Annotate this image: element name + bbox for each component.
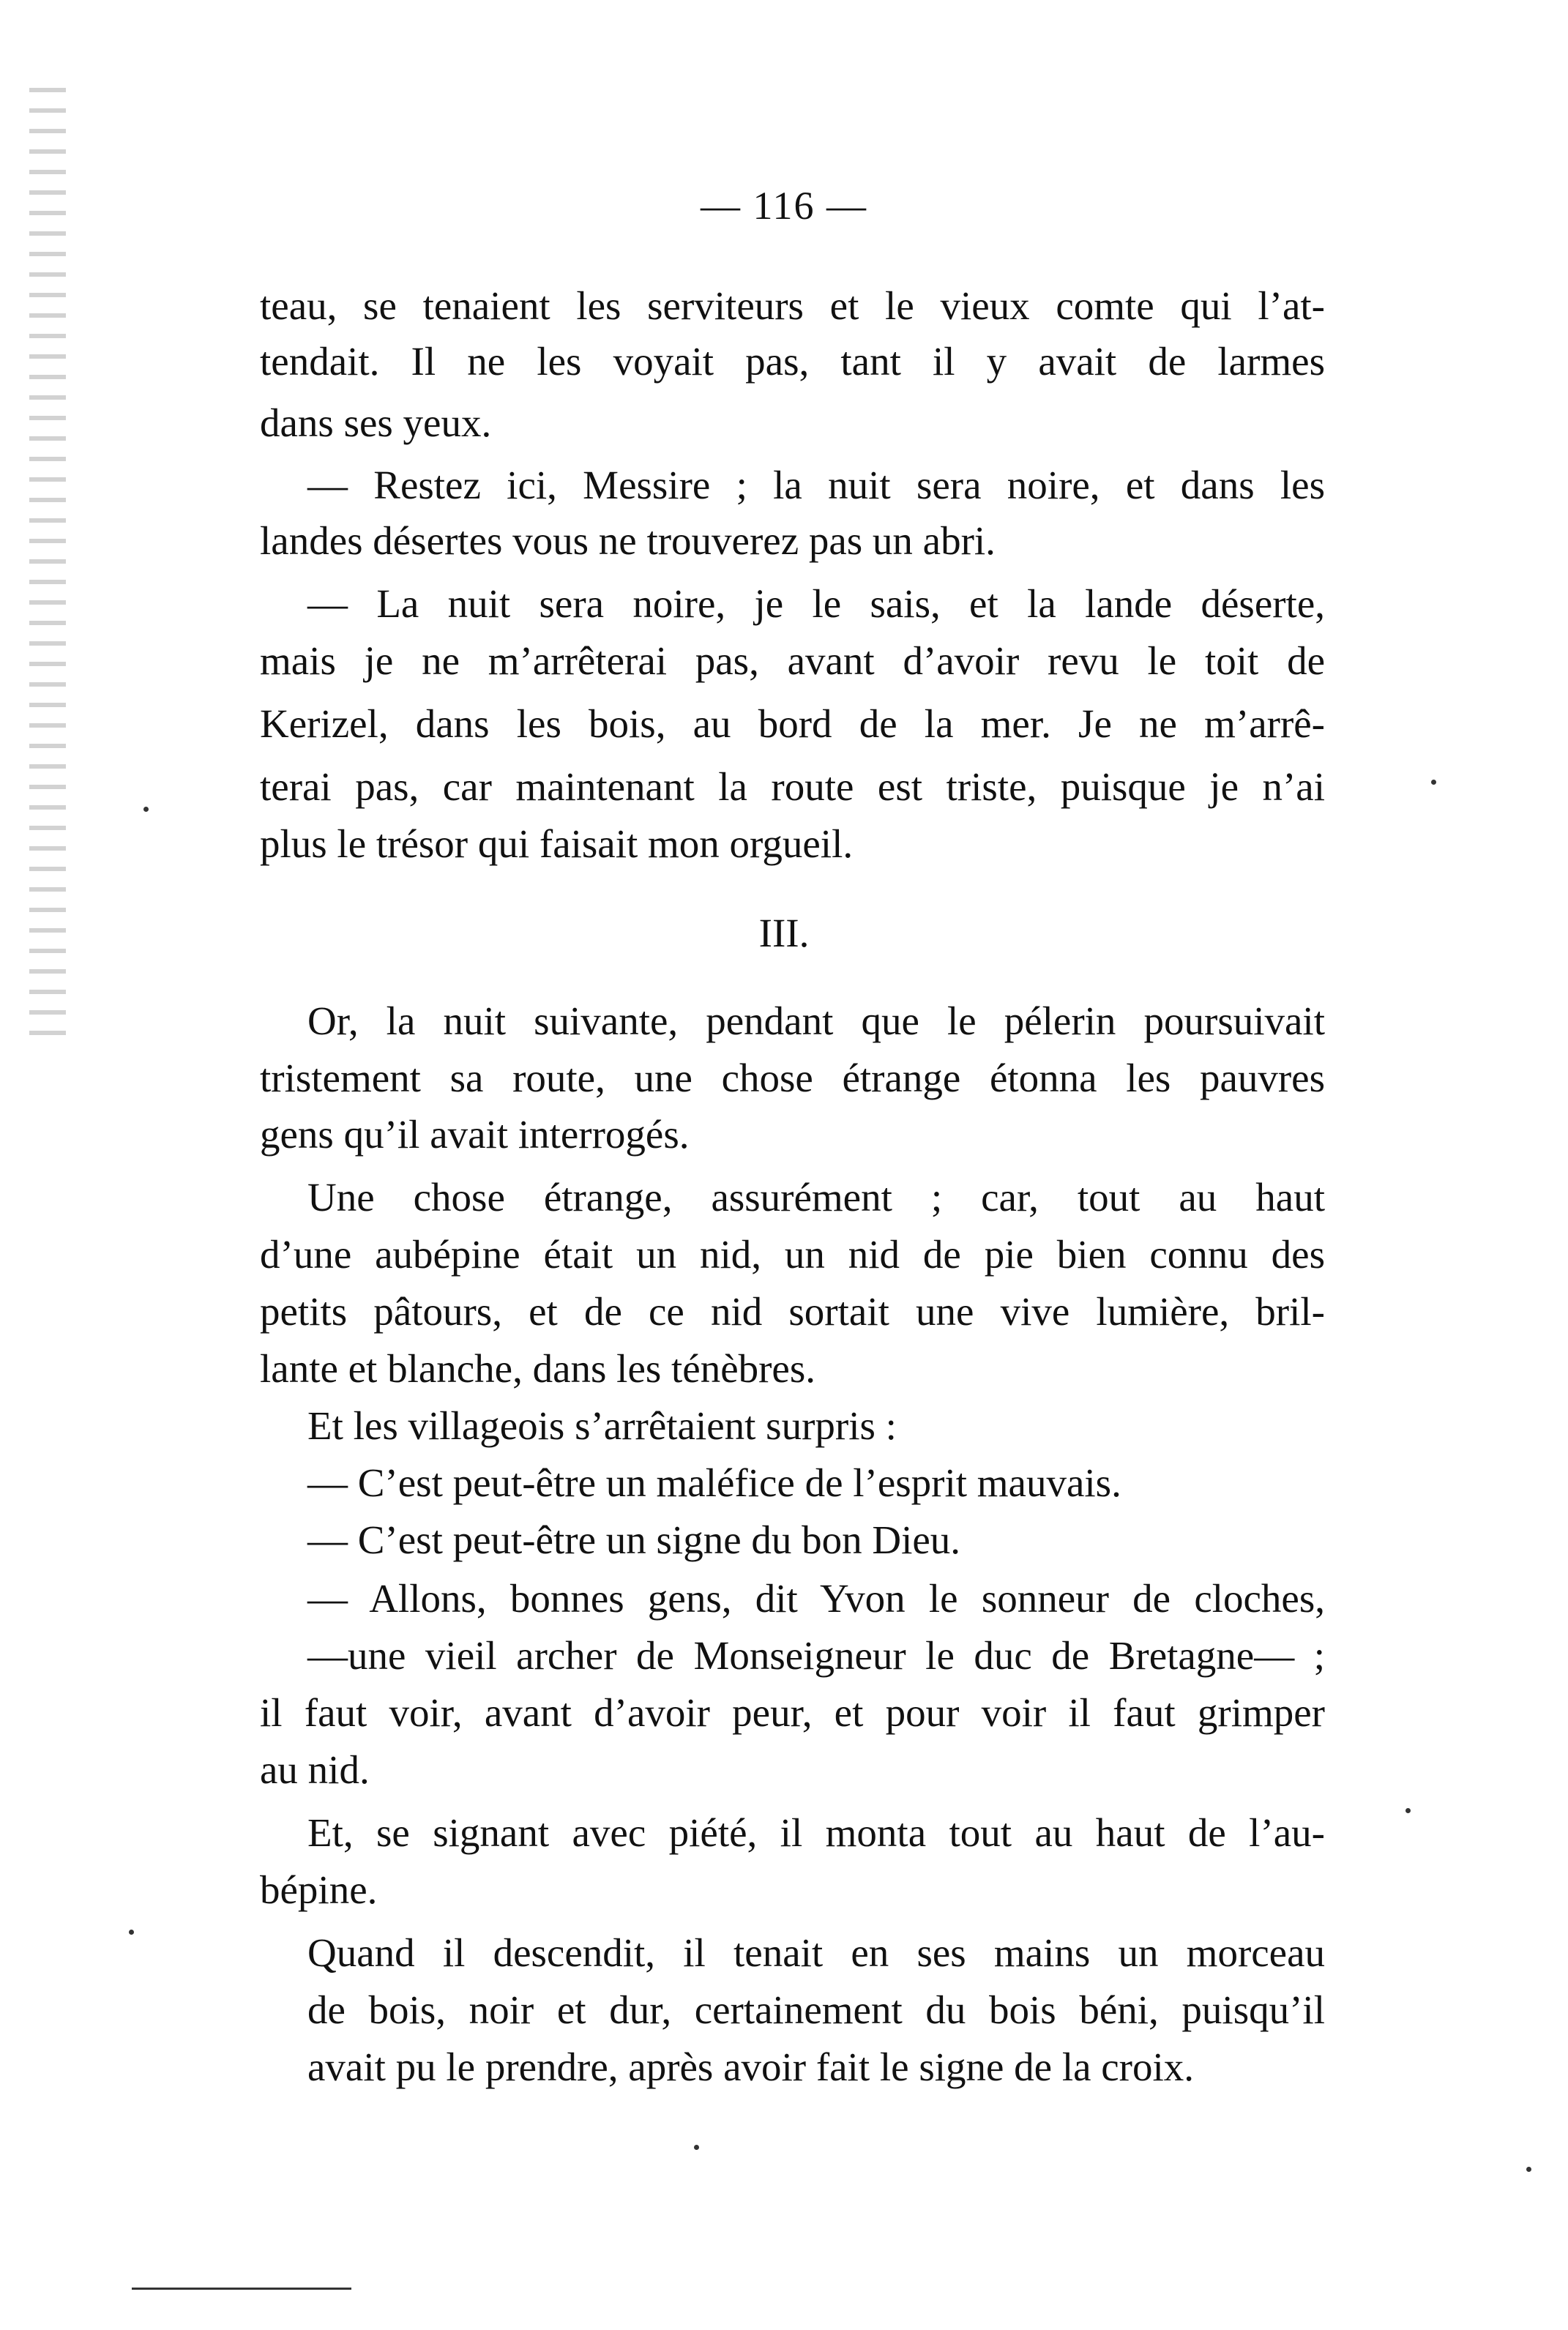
text-line: tendait. Il ne les voyait pas, tant il y avait de larmes [260,339,1325,384]
text-line: — C’est peut-être un maléfice de l’esprit mauvais. [307,1460,1121,1505]
text-line: d’une aubépine était un nid, un nid de pie bien connu des [260,1232,1325,1277]
scan-speck [143,807,149,812]
scan-speck [1526,2167,1531,2172]
text-line: Quand il descendit, il tenait en ses mains un morceau [307,1930,1325,1975]
text-line: Une chose étrange, assurément ; car, tout au haut [307,1175,1325,1220]
text-line: de bois, noir et dur, certainement du bois béni, puisqu’il [307,1987,1325,2032]
text-line: dans ses yeux. [260,400,492,445]
text-line: — Restez ici, Messire ; la nuit sera noire, et dans les [307,463,1325,507]
text-line: plus le trésor qui faisait mon orgueil. [260,821,854,866]
section-heading: III. [758,911,810,955]
scan-speck [1431,780,1436,785]
text-line: il faut voir, avant d’avoir peur, et pour voir il faut grimper [260,1690,1325,1735]
text-line: teau, se tenaient les serviteurs et le vieux comte qui l’at- [260,283,1325,328]
text-line: avait pu le prendre, après avoir fait le signe de la croix. [307,2045,1195,2089]
text-line: terai pas, car maintenant la route est triste, puisque je n’ai [260,764,1325,809]
scan-speck [129,1930,134,1935]
text-line: lante et blanche, dans les ténèbres. [260,1346,815,1391]
scan-speck [1405,1808,1411,1813]
text-line: — La nuit sera noire, je le sais, et la lande déserte, [307,581,1325,626]
text-line: gens qu’il avait interrogés. [260,1112,690,1157]
text-line: —une vieil archer de Monseigneur le duc de Bretagne— ; [307,1633,1325,1678]
text-line: — C’est peut-être un signe du bon Dieu. [307,1517,961,1562]
bottom-rule [132,2288,351,2290]
text-line: — Allons, bonnes gens, dit Yvon le sonneur de cloches, [307,1576,1325,1621]
margin-scan-marks [29,88,66,1039]
text-line: Et, se signant avec piété, il monta tout au haut de l’au- [307,1810,1325,1855]
text-line: bépine. [260,1867,378,1912]
text-line: Et les villageois s’arrêtaient surpris : [307,1403,897,1448]
page-number: — 116 — [701,184,867,228]
text-line: Kerizel, dans les bois, au bord de la mer. Je ne m’arrê- [260,701,1325,746]
scan-speck [694,2145,699,2150]
text-line: mais je ne m’arrêterai pas, avant d’avoir revu le toit de [260,638,1325,683]
text-line: landes désertes vous ne trouverez pas un abri. [260,518,996,563]
text-line: tristement sa route, une chose étrange étonna les pauvres [260,1056,1325,1100]
text-line: au nid. [260,1747,370,1792]
text-line: Or, la nuit suivante, pendant que le pélerin poursuivait [307,998,1325,1043]
text-line: petits pâtours, et de ce nid sortait une vive lumière, bril- [260,1289,1325,1334]
